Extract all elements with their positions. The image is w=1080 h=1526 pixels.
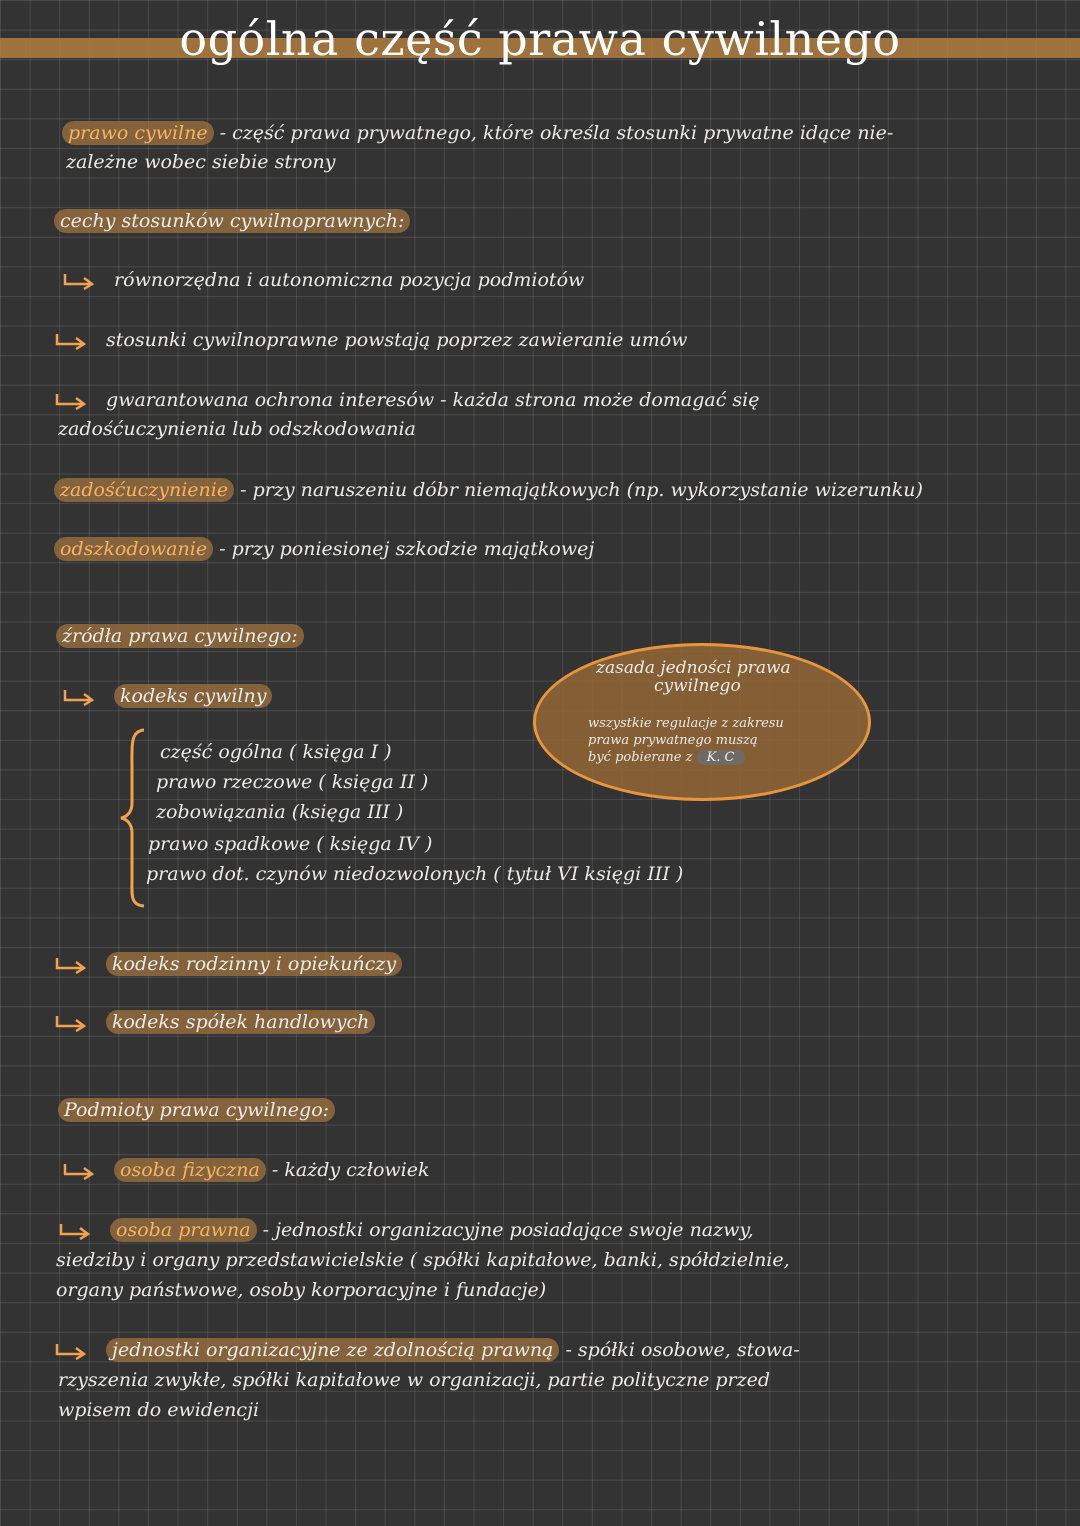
kc-badge: K. C bbox=[697, 750, 745, 765]
feature-item-1: równorzędna i autonomiczna pozycja podmiotów bbox=[62, 266, 584, 295]
brace-icon bbox=[118, 727, 148, 909]
oval-text-1: wszystkie regulacje z zakresu bbox=[588, 716, 784, 731]
arrow-icon bbox=[54, 1342, 88, 1360]
arrow-icon bbox=[54, 956, 88, 974]
sources-heading: źródła prawa cywilnego: bbox=[56, 622, 304, 651]
subjects-heading: Podmioty prawa cywilnego: bbox=[58, 1096, 335, 1125]
term-zadoscuczynienie: zadośćuczynienie - przy naruszeniu dóbr niemajątkowych (np. wykorzystanie wizerunku) bbox=[54, 476, 923, 505]
definition-text-2: zależne wobec siebie strony bbox=[66, 151, 336, 173]
features-heading: cechy stosunków cywilnoprawnych: bbox=[54, 207, 410, 236]
jednostki-line-2: rzyszenia zwykłe, spółki kapitałowe w organizacji, partie polityczne przed bbox=[58, 1369, 771, 1391]
kodeks-cywilny: kodeks cywilny bbox=[62, 682, 272, 711]
osoba-prawna: osoba prawna - jednostki organizacyjne posiadające swoje nazwy, bbox=[58, 1216, 754, 1245]
jednostki-organizacyjne: jednostki organizacyjne ze zdolnością prawną - spółki osobowe, stowa- bbox=[54, 1336, 800, 1365]
book-2: prawo rzeczowe ( księga II ) bbox=[156, 771, 429, 793]
osoba-fizyczna: osoba fizyczna - każdy człowiek bbox=[62, 1156, 430, 1185]
principle-oval bbox=[533, 643, 871, 801]
arrow-icon bbox=[54, 392, 88, 410]
book-4: prawo spadkowe ( księga IV ) bbox=[148, 833, 433, 855]
arrow-icon bbox=[54, 1014, 88, 1032]
arrow-icon bbox=[62, 1162, 96, 1180]
feature-item-3: gwarantowana ochrona interesów - każda strona może domagać się bbox=[54, 386, 759, 415]
osoba-prawna-3: organy państwowe, osoby korporacyjne i fundacje) bbox=[56, 1279, 547, 1301]
arrow-icon bbox=[62, 272, 96, 290]
osoba-prawna-2: siedziby i organy przedstawicielskie ( spółki kapitałowe, banki, spółdzielnie, bbox=[56, 1249, 790, 1271]
feature-item-3-cont: zadośćuczynienia lub odszkodowania bbox=[58, 418, 416, 440]
term-odszkodowanie: odszkodowanie - przy poniesionej szkodzie majątkowej bbox=[54, 535, 594, 564]
arrow-icon bbox=[58, 1222, 92, 1240]
page-title: ogólna część prawa cywilnego bbox=[179, 12, 901, 66]
feature-item-2: stosunki cywilnoprawne powstają poprzez zawieranie umów bbox=[54, 326, 687, 355]
oval-text-3: być pobierane z K. C bbox=[588, 750, 745, 765]
book-3: zobowiązania (księga III ) bbox=[156, 801, 404, 823]
oval-title-1: zasada jedności prawa bbox=[596, 658, 791, 678]
kodeks-spolek: kodeks spółek handlowych bbox=[54, 1008, 375, 1037]
book-5: prawo dot. czynów niedozwolonych ( tytuł VI księgi III ) bbox=[146, 863, 684, 885]
definition-line-1 bbox=[62, 119, 893, 148]
jednostki-line-3: wpisem do ewidencji bbox=[58, 1399, 260, 1421]
arrow-icon bbox=[54, 332, 88, 350]
definition-text-1: - część prawa prywatnego, które określa stosunki prywatne idące nie- bbox=[219, 122, 894, 144]
book-1: część ogólna ( księga I ) bbox=[160, 741, 392, 763]
oval-title-2: cywilnego bbox=[654, 676, 741, 696]
oval-text-2: prawa prywatnego muszą bbox=[588, 733, 758, 748]
definition-term: prawo cywilne bbox=[62, 121, 214, 145]
arrow-icon bbox=[62, 688, 96, 706]
kodeks-rodzinny: kodeks rodzinny i opiekuńczy bbox=[54, 950, 402, 979]
